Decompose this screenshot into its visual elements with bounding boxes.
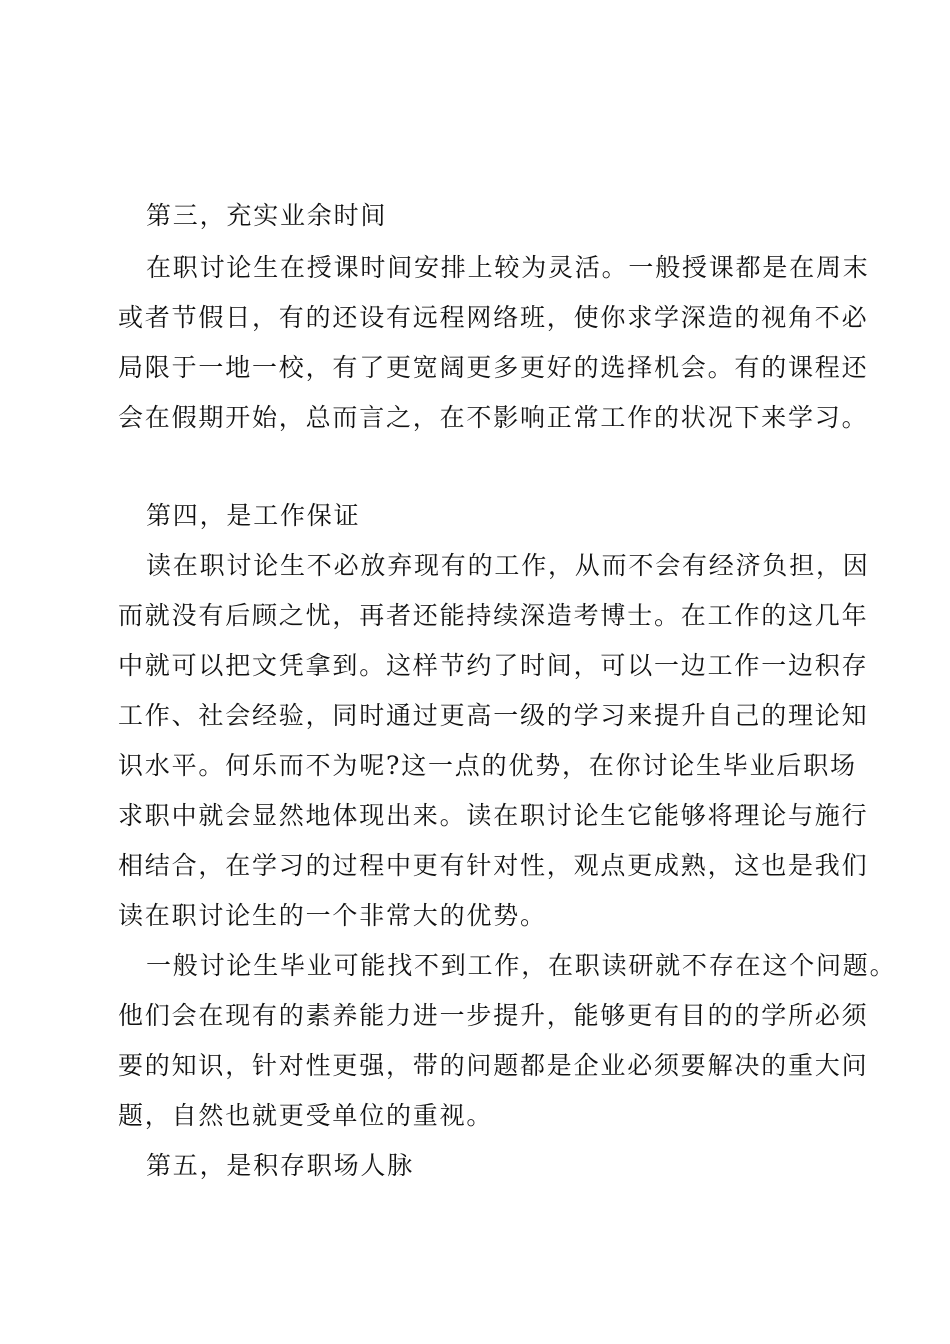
section3-heading: 第三，充实业余时间 — [146, 201, 388, 230]
section4-paragraph2-line: 题，自然也就更受单位的重视。 — [118, 1101, 494, 1130]
section4-paragraph1-line: 求职中就会显然地体现出来。读在职讨论生它能够将理论与施行 — [118, 801, 869, 830]
section4-paragraph1-line: 识水平。何乐而不为呢?这一点的优势，在你讨论生毕业后职场 — [118, 751, 857, 780]
section4-paragraph2-line: 要的知识，针对性更强，带的问题都是企业必须要解决的重大问 — [118, 1051, 869, 1080]
section4-paragraph2-line: 他们会在现有的素养能力进一步提升，能够更有目的的学所必须 — [118, 1001, 869, 1030]
section4-paragraph1-line: 工作、社会经验，同时通过更高一级的学习来提升自己的理论知 — [118, 701, 869, 730]
section3-paragraph-line: 会在假期开始，总而言之，在不影响正常工作的状况下来学习。 — [118, 403, 869, 432]
section4-paragraph1-line: 读在职讨论生不必放弃现有的工作，从而不会有经济负担，因 — [146, 551, 870, 580]
section4-heading: 第四，是工作保证 — [146, 501, 361, 530]
section4-paragraph1-line: 而就没有后顾之忧，再者还能持续深造考博士。在工作的这几年 — [118, 601, 869, 630]
section5-heading: 第五，是积存职场人脉 — [146, 1151, 415, 1180]
section3-paragraph-line: 或者节假日，有的还设有远程网络班，使你求学深造的视角不必 — [118, 303, 869, 332]
section3-paragraph-line: 局限于一地一校，有了更宽阔更多更好的选择机会。有的课程还 — [118, 353, 869, 382]
section3-paragraph-line: 在职讨论生在授课时间安排上较为灵活。一般授课都是在周末 — [146, 253, 870, 282]
section4-paragraph1-line: 读在职讨论生的一个非常大的优势。 — [118, 901, 547, 930]
section4-paragraph2-line: 一般讨论生毕业可能找不到工作，在职读研就不存在这个问题。 — [146, 951, 897, 980]
section4-paragraph1-line: 中就可以把文凭拿到。这样节约了时间，可以一边工作一边积存 — [118, 651, 869, 680]
section4-paragraph1-line: 相结合，在学习的过程中更有针对性，观点更成熟，这也是我们 — [118, 851, 869, 880]
